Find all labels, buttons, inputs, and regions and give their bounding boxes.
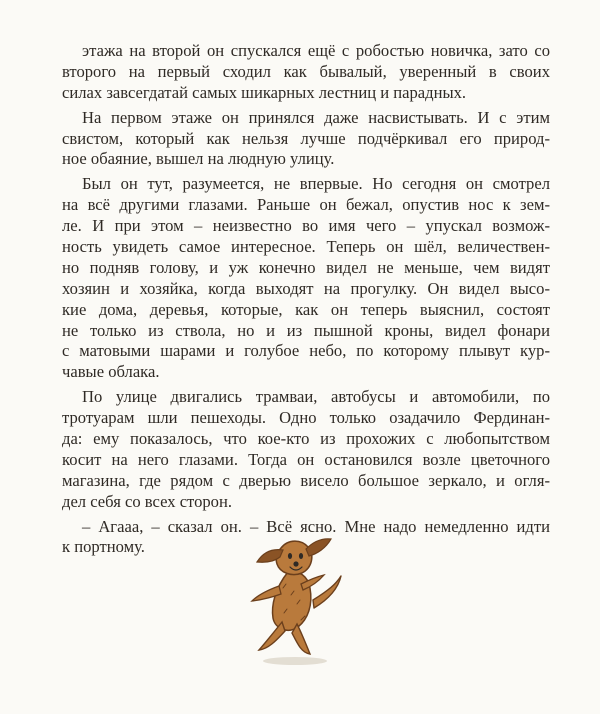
text-line: ное обаяние, вышел на людную улицу. [62,149,335,169]
dog-ear-right [306,539,331,556]
paragraph-4 [62,387,550,512]
text-line: чавые облака. [62,362,160,382]
text-line: ле. И при этом – неизвестно во имя чего – упускал возмож- [62,216,550,236]
text-line: хозяин и хозяйка, когда выходят на прогулку. Он видел высо- [62,278,550,298]
text-line: – Агааа, – сказал он. – Всё ясно. Мне надо немедленно идти [82,516,550,536]
dog-hind-leg-right [292,624,310,654]
text-line: На первом этаже он принялся даже насвистывать. И с этим [82,107,550,127]
text-line: По улице двигались трамваи, автобусы и автомобили, по [82,387,550,407]
text-line: этажа на второй он спускался ещё с робостью новичка, зато со [82,41,550,60]
text-line: с матовыми шарами и голубое небо, по которому плывут кур- [62,341,550,361]
text-line: но подняв голову, и уж конечно видел не меньше, чем видят [62,257,550,277]
text-line: на всё другими глазами. Раньше он бежал, опустив нос к зем- [62,195,550,215]
page-text [62,41,550,558]
text-line: да: ему показалось, что кое-кто из прохожих с любопытством [62,429,550,449]
dog-shadow [263,657,327,665]
text-line: магазина, где рядом с дверью висело большое зеркало, и огля- [62,470,550,490]
text-line: силах завсегдатай самых шикарных лестниц и парадных. [62,82,467,102]
paragraph-1 [62,41,550,104]
text-line: кие дома, деревья, которые, как он теперь выяснил, состоят [62,299,550,319]
text-line: к портному. [62,537,145,557]
dog-hind-leg-left [259,622,285,650]
dancing-dog-illustration [240,528,350,668]
text-line: тротуарам шли пешеходы. Одно только озадачило Фердинан- [62,408,550,428]
text-line: дел себя со всех сторон. [62,491,233,511]
text-line: Был он тут, разумеется, не впервые. Но сегодня он смотрел [82,174,550,194]
dog-body [273,572,311,631]
text-line: второго на первый сходил как бывалый, уверенный в своих [62,61,550,81]
text-line: косит на него глазами. Тогда он остановился возле цветочного [62,449,550,469]
dog-eye-left [288,553,292,559]
paragraph-3 [62,174,550,383]
paragraph-2 [62,108,550,171]
text-line: ность увидеть самое интересное. Теперь он шёл, величествен- [62,237,550,257]
text-line: не только из ствола, но и из пышной кроны, видел фонари [62,320,550,340]
text-line: свистом, который как нельзя лучше подчёркивал его природ- [62,128,550,148]
dog-nose [293,561,298,566]
dog-eye-right [299,553,303,559]
